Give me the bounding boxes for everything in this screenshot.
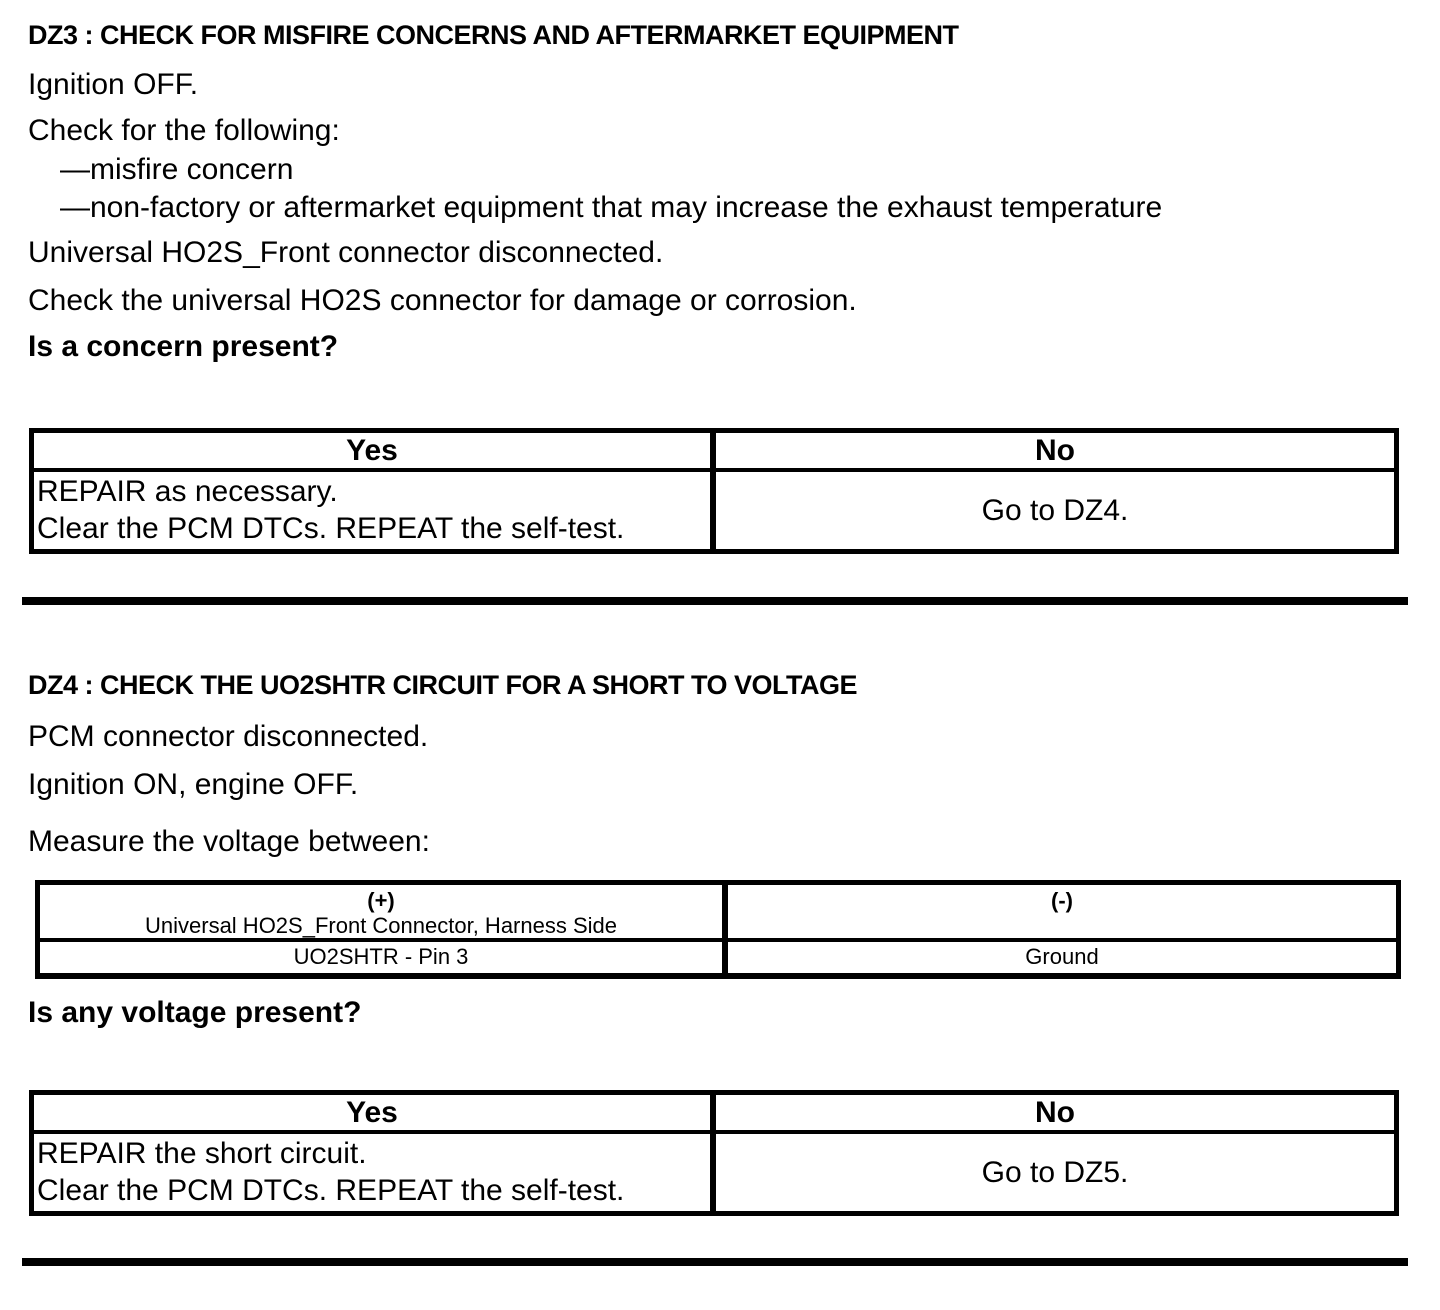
dz4-instruction-pcm: PCM connector disconnected. bbox=[28, 720, 429, 753]
voltage-positive-symbol: (+) bbox=[367, 888, 395, 913]
dz3-instruction-universal: Universal HO2S_Front connector disconnected. bbox=[28, 236, 664, 269]
voltage-negative-header-cell bbox=[728, 885, 1396, 942]
dz3-yes-column-header: Yes bbox=[34, 433, 716, 472]
voltage-negative-symbol: (-) bbox=[1051, 888, 1073, 913]
dz4-yes-action-cell bbox=[34, 1134, 716, 1211]
dz3-step-heading: DZ3 : CHECK FOR MISFIRE CONCERNS AND AFTERMARKET EQUIPMENT bbox=[28, 20, 959, 50]
dz3-bullet-misfire: —misfire concern bbox=[60, 153, 294, 186]
dz4-no-action-cell: Go to DZ5. bbox=[981, 1155, 1129, 1189]
dz3-no-column-header: No bbox=[716, 433, 1394, 472]
dz3-instruction-inspect: Check the universal HO2S connector for damage or corrosion. bbox=[28, 284, 857, 317]
section-end-rule bbox=[22, 1258, 1408, 1266]
dz3-yes-action-line2: Clear the PCM DTCs. REPEAT the self-test. bbox=[37, 512, 625, 545]
dz3-yes-action-line1: REPAIR as necessary. bbox=[37, 475, 338, 508]
dz4-yes-action-line1: REPAIR the short circuit. bbox=[37, 1137, 367, 1170]
dz4-voltage-table bbox=[35, 880, 1401, 979]
dz4-decision-table bbox=[29, 1090, 1399, 1216]
dz4-yes-action-line2: Clear the PCM DTCs. REPEAT the self-test. bbox=[37, 1174, 625, 1207]
dz4-instruction-measure: Measure the voltage between: bbox=[28, 825, 430, 858]
voltage-positive-header-cell bbox=[40, 885, 728, 942]
dz3-instruction-check: Check for the following: bbox=[28, 114, 340, 147]
voltage-negative-pin-cell: Ground bbox=[1025, 944, 1099, 969]
dz3-decision-table bbox=[29, 428, 1399, 554]
voltage-positive-connector: Universal HO2S_Front Connector, Harness Side bbox=[145, 913, 617, 938]
dz4-no-column-header: No bbox=[716, 1095, 1394, 1134]
dz4-instruction-ignition: Ignition ON, engine OFF. bbox=[28, 768, 359, 801]
dz3-instruction-ignition: Ignition OFF. bbox=[28, 68, 199, 101]
dz4-yes-column-header: Yes bbox=[34, 1095, 716, 1134]
dz3-no-action-cell: Go to DZ4. bbox=[981, 493, 1129, 527]
voltage-positive-pin-cell: UO2SHTR - Pin 3 bbox=[40, 942, 728, 973]
dz4-step-heading: DZ4 : CHECK THE UO2SHTR CIRCUIT FOR A SHORT TO VOLTAGE bbox=[28, 670, 858, 700]
dz3-bullet-nonfactory: —non-factory or aftermarket equipment that may increase the exhaust temperature bbox=[60, 191, 1163, 224]
dz3-yes-action-cell bbox=[34, 472, 716, 549]
section-divider-rule bbox=[22, 597, 1408, 605]
dz3-question: Is a concern present? bbox=[28, 330, 339, 363]
dz4-question: Is any voltage present? bbox=[28, 996, 362, 1029]
